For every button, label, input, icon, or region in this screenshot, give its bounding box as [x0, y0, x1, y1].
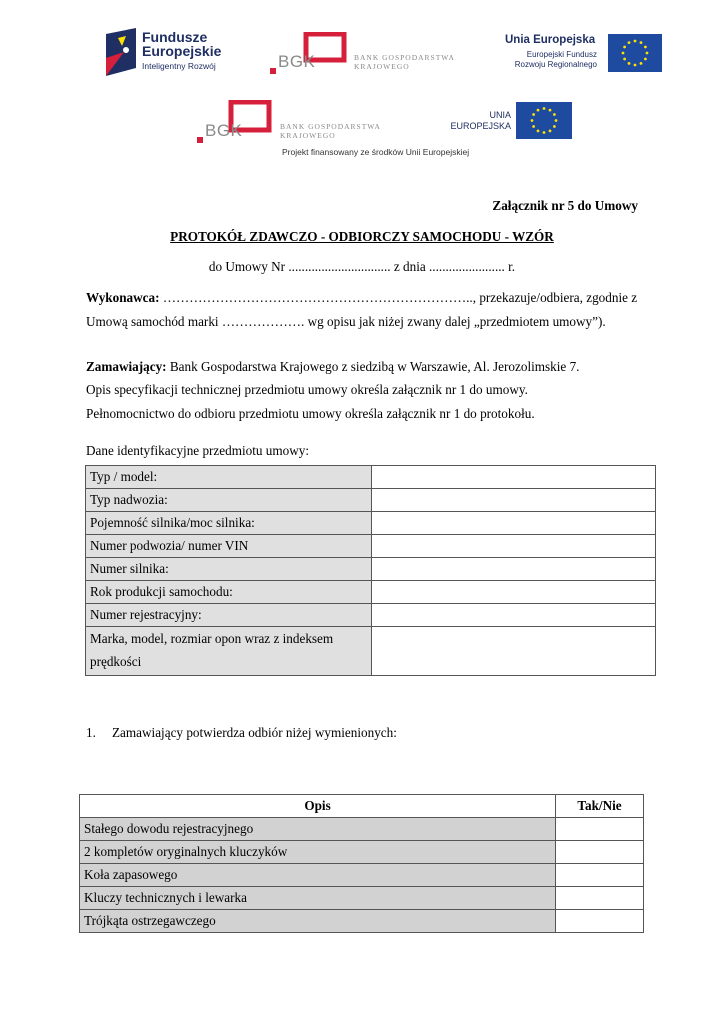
eu-star-icon: [628, 41, 631, 44]
checklist-item: Trójkąta ostrzegawczego: [80, 910, 556, 933]
eu-star-icon: [549, 109, 552, 112]
bgk-name-2-2: KRAJOWEGO: [280, 131, 336, 140]
ident-label: Pojemność silnika/moc silnika:: [86, 512, 372, 535]
contractor-line-2: Umową samochód marki ………………. wg opisu jak niżej zwany dalej „przedmiotem umowy”).: [86, 314, 606, 329]
ident-row: [86, 535, 656, 558]
ident-label: Numer rejestracyjny:: [86, 604, 372, 627]
eu-star-icon: [553, 113, 556, 116]
eu-star-icon: [622, 52, 625, 55]
point-1-number: 1.: [86, 725, 96, 740]
eu-star-icon: [532, 125, 535, 128]
checklist-row: [80, 910, 644, 933]
ue-logo-sub-1: Europejski Fundusz: [526, 50, 597, 59]
bgk-name-1: BANK GOSPODARSTWA: [354, 53, 455, 62]
ident-value-cell[interactable]: [371, 581, 655, 604]
ue-logo-sub-2: Rozwoju Regionalnego: [514, 60, 597, 69]
eu-star-icon: [628, 62, 631, 65]
orderer-text: Bank Gospodarstwa Krajowego z siedzibą w Warszawie, Al. Jerozolimskie 7.: [166, 359, 580, 374]
ident-row: [86, 604, 656, 627]
eu-star-icon: [543, 107, 546, 110]
bgk-logo-text-2: BGK: [205, 121, 243, 140]
ident-label: Typ / model:: [86, 466, 372, 489]
contractor-label: Wykonawca:: [86, 290, 160, 305]
eu-star-icon: [531, 119, 534, 122]
ident-row: [86, 627, 656, 676]
ident-value-cell[interactable]: [371, 558, 655, 581]
ident-label: Numer podwozia/ numer VIN: [86, 535, 372, 558]
checklist-item: Koła zapasowego: [80, 864, 556, 887]
ident-value-cell[interactable]: [371, 512, 655, 535]
checklist-item: Stałego dowodu rejestracyjnego: [80, 818, 556, 841]
eu-flag-icon-2: [516, 102, 572, 139]
checklist-row: [80, 864, 644, 887]
checklist-yesno-cell[interactable]: [556, 910, 644, 933]
checklist-item: 2 kompletów oryginalnych kluczyków: [80, 841, 556, 864]
bgk-logo-text: BGK: [278, 52, 316, 71]
eu-star-icon: [623, 46, 626, 49]
ident-label: Typ nadwozia:: [86, 489, 372, 512]
contractor-text-1: …………………………………………………………….., przekazuje/odbiera, zgodnie z: [159, 290, 638, 305]
document-title: PROTOKÓŁ ZDAWCZO - ODBIORCZY SAMOCHODU - WZÓR: [170, 229, 554, 244]
contractor-line-1: [86, 290, 637, 306]
ident-label: [86, 627, 372, 676]
checklist-row: [80, 818, 644, 841]
spec-line: Opis specyfikacji technicznej przedmiotu umowy określa załącznik nr 1 do umowy.: [86, 382, 528, 397]
ue2-line-1: UNIA: [489, 110, 511, 120]
fe-logo-title-1: Fundusze: [142, 29, 208, 45]
checklist-table: [79, 794, 644, 933]
ident-row: [86, 489, 656, 512]
ident-value-cell[interactable]: [371, 627, 655, 676]
checklist-row: [80, 887, 644, 910]
ident-table: [85, 465, 656, 676]
fundusze-europejskie-icon: [106, 28, 138, 76]
eu-star-icon: [634, 64, 637, 67]
checklist-yesno-cell[interactable]: [556, 887, 644, 910]
ident-row: [86, 558, 656, 581]
eu-star-icon: [549, 129, 552, 132]
checklist-yesno-cell[interactable]: [556, 841, 644, 864]
bgk-name-2-1: BANK GOSPODARSTWA: [280, 122, 381, 131]
ident-value-cell[interactable]: [371, 489, 655, 512]
ident-label-line-1: Marka, model, rozmiar opon wraz z indeksem: [90, 631, 334, 646]
eu-star-icon: [640, 41, 643, 44]
eu-star-icon: [644, 58, 647, 61]
eu-star-icon: [532, 113, 535, 116]
ue2-line-2: EUROPEJSKA: [450, 121, 511, 131]
checklist-yesno-cell[interactable]: [556, 864, 644, 887]
eu-star-icon: [537, 109, 540, 112]
ident-row: [86, 466, 656, 489]
eu-star-icon: [623, 58, 626, 61]
eu-star-icon: [537, 129, 540, 132]
checklist-row: [80, 841, 644, 864]
fe-logo-subtitle: Inteligentny Rozwój: [142, 61, 216, 71]
annex-label: Załącznik nr 5 do Umowy: [492, 198, 638, 213]
orderer-line: [86, 359, 579, 375]
fe-logo-title-2: Europejskie: [142, 43, 222, 59]
ue-logo-title: Unia Europejska: [505, 34, 596, 46]
eu-star-icon: [555, 119, 558, 122]
eu-star-icon: [640, 62, 643, 65]
ident-value-cell[interactable]: [371, 535, 655, 558]
header-yesno: Tak/Nie: [556, 795, 644, 818]
ident-value-cell[interactable]: [371, 604, 655, 627]
contract-line: do Umowy Nr ............................... z dnia ....................... r.: [208, 259, 516, 274]
project-caption: Projekt finansowany ze środków Unii Europejskiej: [282, 147, 470, 157]
bgk-name-2: KRAJOWEGO: [354, 62, 410, 71]
ident-label-line-2: prędkości: [90, 654, 142, 669]
orderer-label: Zamawiający:: [86, 359, 167, 374]
ident-value-cell[interactable]: [371, 466, 655, 489]
eu-flag-icon: [608, 34, 662, 72]
eu-star-icon: [543, 131, 546, 134]
eu-star-icon: [634, 40, 637, 43]
eu-star-icon: [553, 125, 556, 128]
ident-label: Numer silnika:: [86, 558, 372, 581]
ident-row: [86, 581, 656, 604]
ident-label: Rok produkcji samochodu:: [86, 581, 372, 604]
point-1-text: Zamawiający potwierdza odbiór niżej wymienionych:: [112, 725, 397, 740]
eu-star-icon: [644, 46, 647, 49]
checklist-header-row: [80, 795, 644, 818]
proxy-line: Pełnomocnictwo do odbioru przedmiotu umowy określa załącznik nr 1 do protokołu.: [86, 406, 535, 421]
ident-row: [86, 512, 656, 535]
eu-star-icon: [646, 52, 649, 55]
header-desc: Opis: [80, 795, 556, 818]
ident-heading: Dane identyfikacyjne przedmiotu umowy:: [86, 443, 310, 458]
checklist-item: Kluczy technicznych i lewarka: [80, 887, 556, 910]
checklist-yesno-cell[interactable]: [556, 818, 644, 841]
